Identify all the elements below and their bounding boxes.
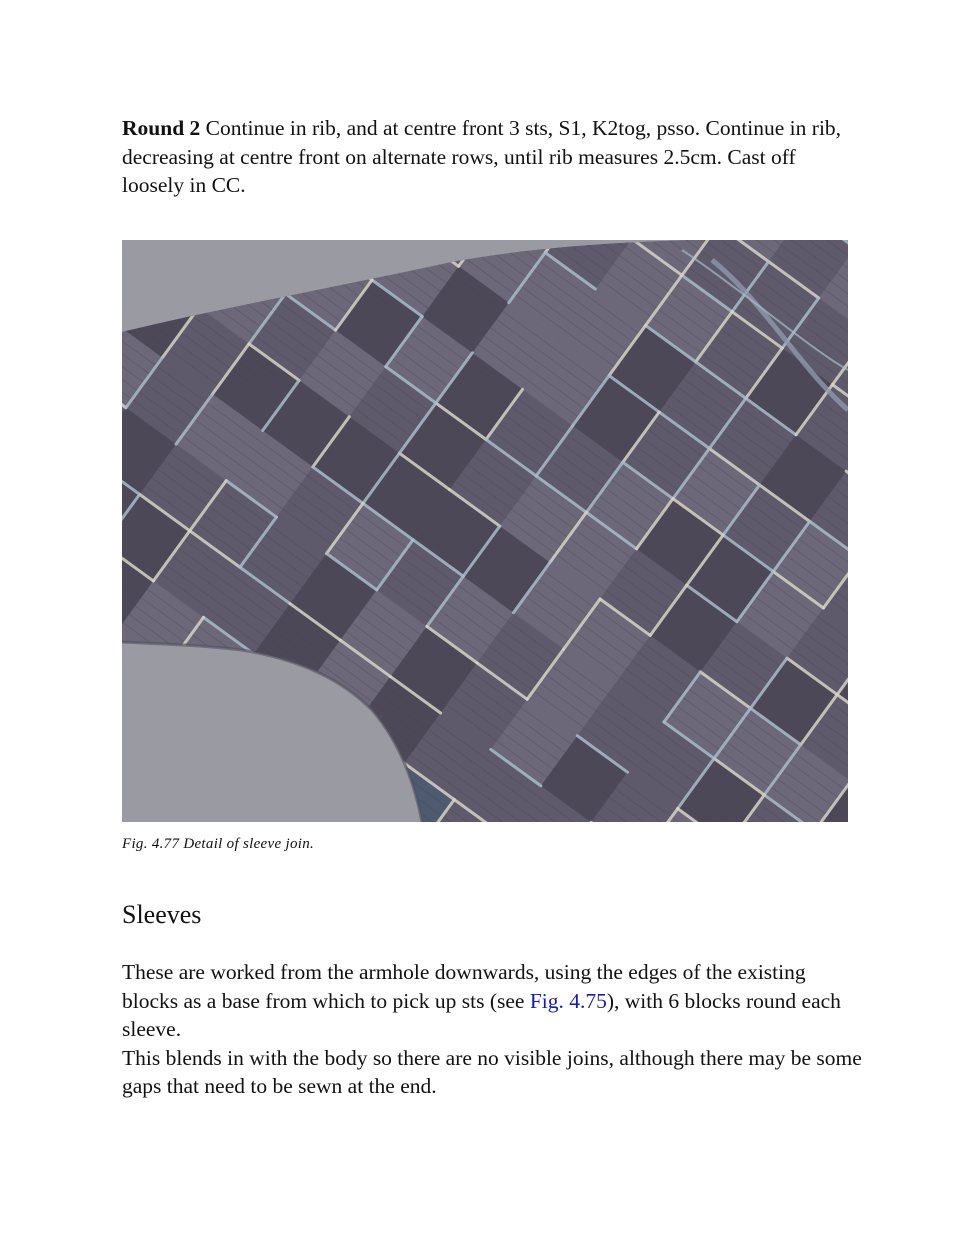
fig-4-75-link[interactable]: Fig. 4.75 [529,988,607,1013]
round2-text: Continue in rib, and at centre front 3 sts, S1, K2tog, psso. Continue in rib, decreasing at centre front on alternate rows, until rib measures 2.5cm. Cast off loosely in CC. [122,116,842,197]
sleeves-paragraph [122,958,862,1101]
sleeves-text-after-link: ), with 6 blocks round each sleeve. [122,988,841,1041]
round2-label: Round 2 [122,116,201,140]
sleeves-text-before-link: These are worked from the armhole downwards, using the edges of the existing blocks as a base from which to pick up sts (see [122,960,806,1013]
sleeves-heading: Sleeves [122,900,202,929]
knitted-sweater-image [122,240,848,822]
round2-paragraph [122,114,862,200]
sleeves-text-2: This blends in with the body so there are no visible joins, although there may be some gaps that need to be sewn at the end. [122,1045,862,1098]
figure-caption: Fig. 4.77 Detail of sleeve join. [122,836,315,852]
sleeve-join-photo [122,240,848,822]
